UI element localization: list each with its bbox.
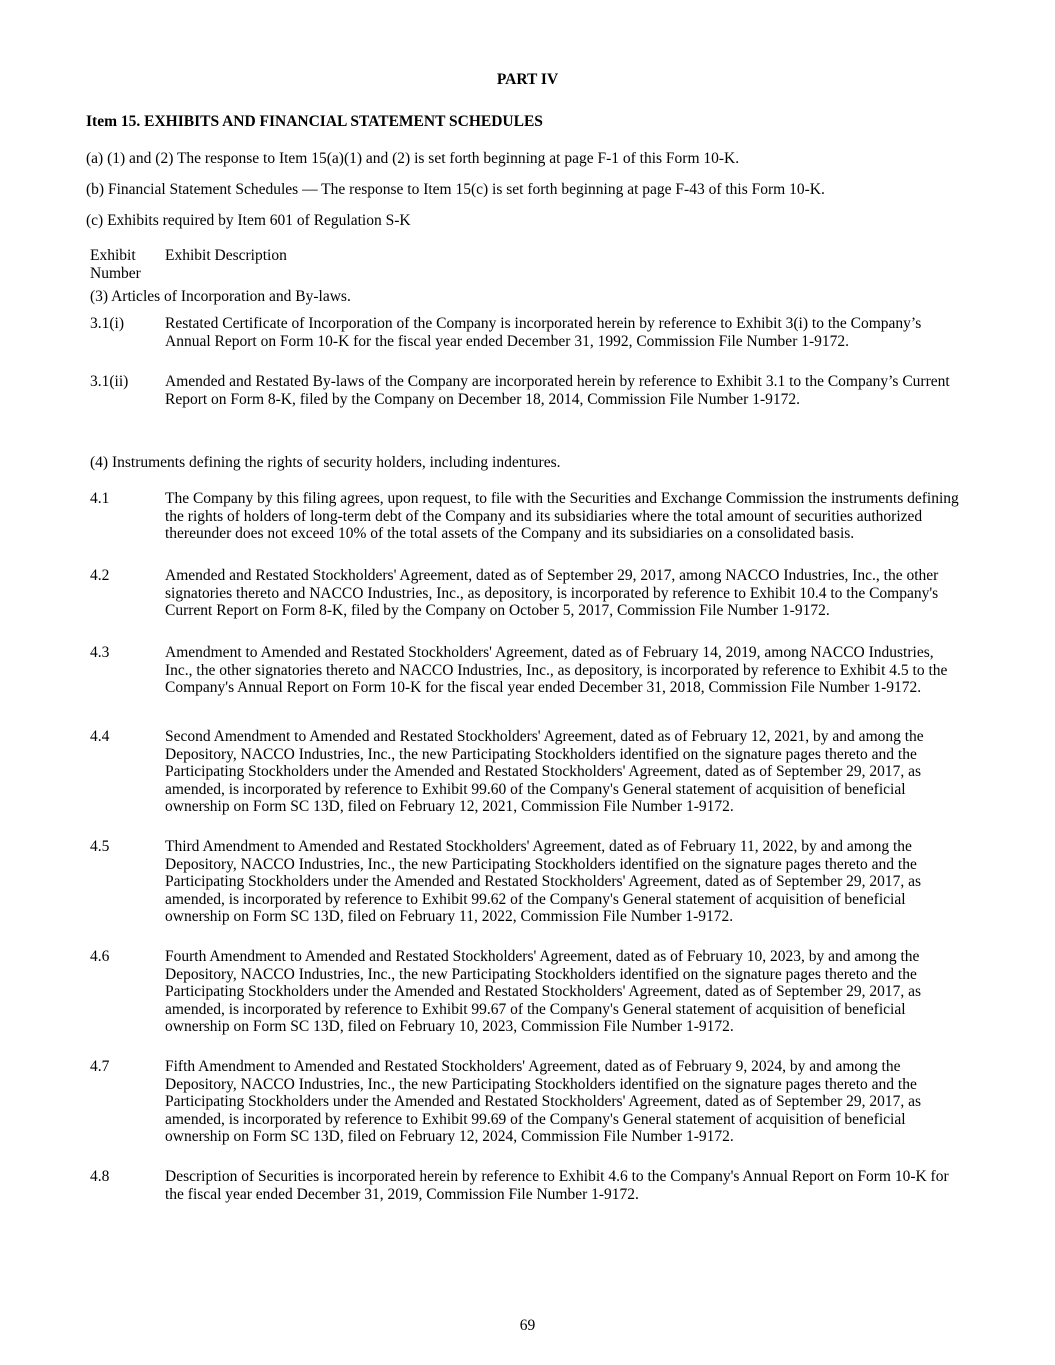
exhibit-number: 4.7	[90, 1058, 110, 1075]
exhibit-description: Amendment to Amended and Restated Stockholders' Agreement, dated as of February 14, 2019, among NACCO Industries, Inc., the other signatories thereto and NACCO Industries, Inc., as depository, is incorporated by reference to Exhibit 4.5 to the Company's Annual Report on Form 10-K for the fiscal year ended December 31, 2018, Commission File Number 1-9172.	[165, 644, 948, 696]
exhibit-description: Restated Certificate of Incorporation of the Company is incorporated herein by reference to Exhibit 3(i) to the Company’s Annual Report on Form 10-K for the fiscal year ended December 31, 1992, Commission File Number 1-9172.	[165, 315, 922, 350]
paragraph-c: (c) Exhibits required by Item 601 of Regulation S-K	[86, 212, 411, 229]
exhibit-number: 4.2	[90, 567, 110, 584]
part-title: PART IV	[496, 71, 559, 88]
exhibit-description-header: Exhibit Description	[165, 247, 287, 264]
exhibit-description: Fourth Amendment to Amended and Restated Stockholders' Agreement, dated as of February 10, 2023, by and among the Depository, NACCO Industries, Inc., the new Participating Stockholders identified on the signature pages thereto and the Participating Stockholders under the Amended and Restated Stockholders' Agreement, dated as of September 29, 2017, as amended, is incorporated by reference to Exhibit 99.67 of the Company's General statement of acquisition of beneficial ownership on Form SC 13D, filed on February 10, 2023, Commission File Number 1-9172.	[165, 948, 922, 1035]
exhibit-number-header: Exhibit Number	[90, 247, 141, 282]
paragraph-a: (a) (1) and (2) The response to Item 15(a)(1) and (2) is set forth beginning at page F-1 of this Form 10-K.	[86, 150, 740, 167]
section-3-heading: (3) Articles of Incorporation and By-laws.	[90, 288, 351, 305]
paragraph-b: (b) Financial Statement Schedules — The response to Item 15(c) is set forth beginning at page F-43 of this Form 10-K.	[86, 181, 825, 198]
exhibit-number: 4.6	[90, 948, 110, 965]
section-4-heading: (4) Instruments defining the rights of security holders, including indentures.	[90, 454, 561, 471]
exhibit-number: 4.4	[90, 728, 110, 745]
exhibit-description: Fifth Amendment to Amended and Restated Stockholders' Agreement, dated as of February 9, 2024, by and among the Depository, NACCO Industries, Inc., the new Participating Stockholders identified on the signature pages thereto and the Participating Stockholders under the Amended and Restated Stockholders' Agreement, dated as of September 29, 2017, as amended, is incorporated by reference to Exhibit 99.69 of the Company's General statement of acquisition of beneficial ownership on Form SC 13D, filed on February 12, 2024, Commission File Number 1-9172.	[165, 1058, 922, 1145]
exhibit-number: 4.3	[90, 644, 110, 661]
exhibit-description: Description of Securities is incorporated herein by reference to Exhibit 4.6 to the Company's Annual Report on Form 10-K for the fiscal year ended December 31, 2019, Commission File Number 1-9172.	[165, 1168, 949, 1203]
exhibit-number: 4.1	[90, 490, 110, 507]
exhibit-number: 3.1(i)	[90, 315, 125, 332]
exhibit-number: 4.8	[90, 1168, 110, 1185]
exhibit-description: Amended and Restated By-laws of the Company are incorporated herein by reference to Exhibit 3.1 to the Company’s Current Report on Form 8-K, filed by the Company on December 18, 2014, Commission File Number 1-9172.	[165, 373, 950, 408]
exhibit-description: Third Amendment to Amended and Restated Stockholders' Agreement, dated as of February 11, 2022, by and among the Depository, NACCO Industries, Inc., the new Participating Stockholders identified on the signature pages thereto and the Participating Stockholders under the Amended and Restated Stockholders' Agreement, dated as of September 29, 2017, as amended, is incorporated by reference to Exhibit 99.62 of the Company's General statement of acquisition of beneficial ownership on Form SC 13D, filed on February 11, 2022, Commission File Number 1-9172.	[165, 838, 922, 925]
exhibit-number: 4.5	[90, 838, 110, 855]
item-title: Item 15. EXHIBITS AND FINANCIAL STATEMENT SCHEDULES	[86, 113, 543, 130]
page-number: 69	[519, 1317, 536, 1334]
exhibit-description: Amended and Restated Stockholders' Agreement, dated as of September 29, 2017, among NACCO Industries, Inc., the other signatories thereto and NACCO Industries, Inc., as depository, is incorporated by reference to Exhibit 10.4 to the Company's Current Report on Form 8-K, filed by the Company on October 5, 2017, Commission File Number 1-9172.	[165, 567, 939, 619]
exhibit-description: Second Amendment to Amended and Restated Stockholders' Agreement, dated as of February 12, 2021, by and among the Depository, NACCO Industries, Inc., the new Participating Stockholders identified on the signature pages thereto and the Participating Stockholders under the Amended and Restated Stockholders' Agreement, dated as of September 29, 2017, as amended, is incorporated by reference to Exhibit 99.60 of the Company's General statement of acquisition of beneficial ownership on Form SC 13D, filed on February 12, 2021, Commission File Number 1-9172.	[165, 728, 924, 815]
exhibit-number: 3.1(ii)	[90, 373, 129, 390]
exhibit-description: The Company by this filing agrees, upon request, to file with the Securities and Exchange Commission the instruments defining the rights of holders of long-term debt of the Company and its subsidiaries where the total amount of securities authorized thereunder does not exceed 10% of the total assets of the Company and its subsidiaries on a consolidated basis.	[165, 490, 959, 542]
